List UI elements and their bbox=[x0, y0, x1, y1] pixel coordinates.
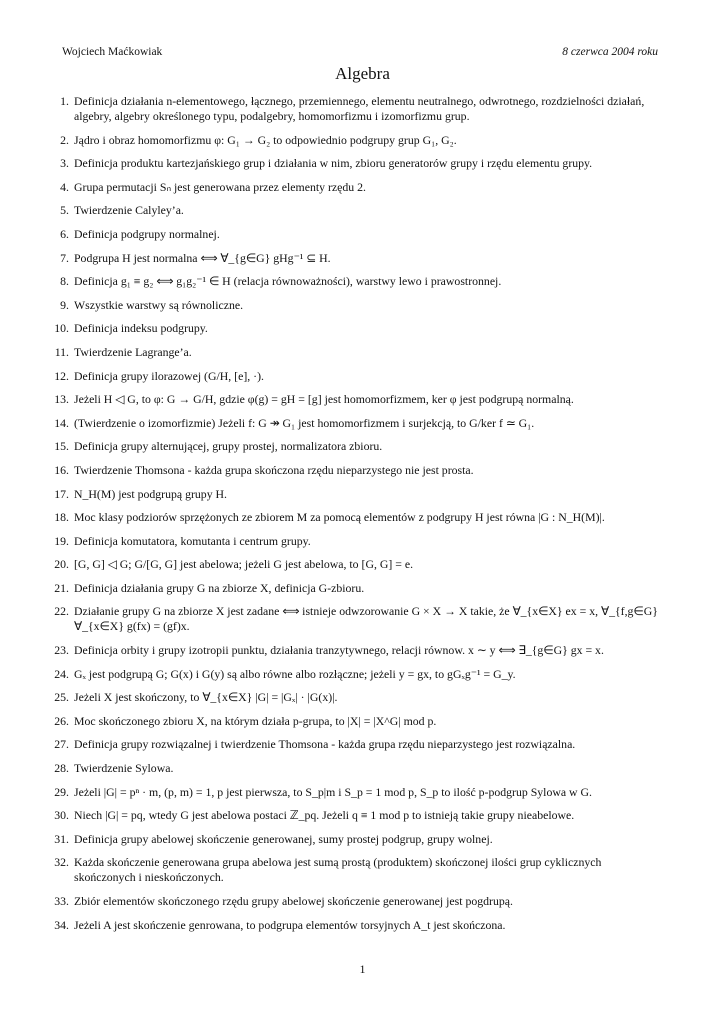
item-number: 25. bbox=[54, 690, 69, 705]
item-number: 10. bbox=[54, 321, 69, 336]
item-number: 24. bbox=[54, 666, 69, 681]
list-item bbox=[45, 487, 665, 502]
list-item bbox=[45, 808, 665, 823]
item-text: Działanie grupy G na zbiorze X jest zadane ⟺ istnieje odwzorowanie G × X → X takie, że ∀_{x∈X} ex = x, ∀_{f,g∈G} ∀_{x∈X} g(fx) = (gf)x. bbox=[74, 604, 658, 634]
page-number: 1 bbox=[359, 962, 366, 976]
list-item bbox=[45, 227, 665, 242]
item-text: Wszystkie warstwy są równoliczne. bbox=[74, 297, 244, 312]
item-number: 21. bbox=[54, 580, 69, 595]
item-text: Każda skończenie generowana grupa abelowa jest sumą prostą (produktem) skończonej ilości grup cyklicznych skończonych i nieskończonych. bbox=[74, 855, 602, 885]
list-item bbox=[45, 643, 665, 658]
list-item bbox=[45, 392, 665, 407]
list-item bbox=[45, 604, 665, 634]
document-date: 8 czerwca 2004 roku bbox=[562, 46, 658, 58]
item-text: Zbiór elementów skończonego rzędu grupy abelowej skończenie generowanej jest pogdrupą. bbox=[74, 894, 513, 908]
list-item bbox=[45, 94, 665, 124]
list-item bbox=[45, 369, 665, 384]
item-text: Twierdzenie Calyley’a. bbox=[74, 203, 184, 218]
list-item bbox=[45, 203, 665, 218]
list-item bbox=[45, 714, 665, 729]
list-item bbox=[45, 581, 665, 596]
list-item bbox=[45, 667, 665, 682]
item-number: 12. bbox=[54, 368, 69, 383]
item-number: 19. bbox=[54, 533, 69, 548]
list-item bbox=[45, 855, 665, 885]
list-item bbox=[45, 557, 665, 572]
item-text: Definicja orbity i grupy izotropii punktu, działania tranzytywnego, relacji równow. x ∼ y ⟺ ∃_{g∈G} gx = x. bbox=[74, 643, 604, 658]
list-item bbox=[45, 737, 665, 752]
item-number: 3. bbox=[60, 156, 69, 171]
item-number: 13. bbox=[54, 392, 69, 407]
item-text: Podgrupa H jest normalna ⟺ ∀_{g∈G} gHg⁻¹ ⊆ H. bbox=[74, 250, 331, 265]
list-item bbox=[45, 832, 665, 847]
item-text: Twierdzenie Sylowa. bbox=[74, 761, 174, 776]
item-number: 16. bbox=[54, 462, 69, 477]
item-text: Niech |G| = pq, wtedy G jest abelowa postaci ℤ_pq. Jeżeli q ≡ 1 mod p to istnieją takie grupy nieabelowe. bbox=[74, 808, 575, 823]
list-item bbox=[45, 133, 665, 148]
author-name: Wojciech Maćkowiak bbox=[62, 46, 163, 58]
item-number: 15. bbox=[54, 439, 69, 454]
list-item bbox=[45, 894, 665, 909]
item-number: 34. bbox=[54, 917, 69, 932]
item-text: Moc klasy podziorów sprzężonych ze zbiorem M za pomocą elementów z podgrupy H jest równa |G : N_H(M)|. bbox=[74, 510, 605, 525]
list-item bbox=[45, 345, 665, 360]
item-text: Definicja indeksu podgrupy. bbox=[74, 321, 208, 336]
list-item bbox=[45, 690, 665, 705]
list-item bbox=[45, 510, 665, 525]
topic-list bbox=[45, 94, 665, 941]
item-text: Grupa permutacji Sₙ jest generowana przez elementy rzędu 2. bbox=[74, 179, 366, 194]
item-text: Jeżeli X jest skończony, to ∀_{x∈X} |G| = |Gₓ| · |G(x)|. bbox=[74, 690, 338, 705]
list-item bbox=[45, 274, 665, 289]
list-item bbox=[45, 298, 665, 313]
item-text: Definicja działania grupy G na zbiorze X, definicja G-zbioru. bbox=[74, 580, 365, 595]
item-number: 6. bbox=[60, 226, 69, 241]
item-number: 33. bbox=[54, 894, 69, 908]
list-item bbox=[45, 463, 665, 478]
list-item bbox=[45, 785, 665, 800]
item-text: Definicja działania n-elementowego, łącznego, przemiennego, elementu neutralnego, odwrotnego, rozdzielności działań, algebry, algebry określonego typu, podalgebry, homomorfizmu i izomorfizmu grup. bbox=[74, 94, 645, 123]
list-item bbox=[45, 180, 665, 195]
list-item bbox=[45, 251, 665, 266]
item-number: 31. bbox=[54, 831, 69, 846]
item-number: 2. bbox=[60, 132, 69, 147]
item-number: 23. bbox=[54, 643, 69, 658]
item-text: Jeżeli H ◁ G, to φ: G → G/H, gdzie φ(g) = gH = [g] jest homomorfizmem, ker φ jest podgrupą normalną. bbox=[74, 392, 574, 407]
item-text: Jeżeli |G| = pⁿ · m, (p, m) = 1, p jest pierwsza, to S_p|m i S_p = 1 mod p, S_p to ilość p-podgrup Sylowa w G. bbox=[74, 784, 592, 799]
item-text: Gₓ jest podgrupą G; G(x) i G(y) są albo równe albo rozłączne; jeżeli y = gx, to gGₓg⁻¹ = G_y. bbox=[74, 666, 516, 681]
item-number: 8. bbox=[60, 274, 69, 289]
item-number: 32. bbox=[54, 855, 69, 870]
list-item bbox=[45, 761, 665, 776]
page-title: Algebra bbox=[335, 64, 390, 83]
item-number: 11. bbox=[54, 344, 69, 359]
item-number: 29. bbox=[54, 784, 69, 799]
item-number: 14. bbox=[54, 415, 69, 430]
item-number: 5. bbox=[60, 203, 69, 218]
item-text: Definicja komutatora, komutanta i centrum grupy. bbox=[74, 533, 311, 548]
list-item bbox=[45, 321, 665, 336]
item-text: Jeżeli A jest skończenie genrowana, to podgrupa elementów torsyjnych A_t jest skończona. bbox=[74, 917, 506, 932]
item-text: Definicja grupy alternującej, grupy prostej, normalizatora zbioru. bbox=[74, 439, 383, 454]
item-number: 7. bbox=[60, 250, 69, 265]
item-text: (Twierdzenie o izomorfizmie) Jeżeli f: G ↠ G₁ jest homomorfizmem i surjekcją, to G/ker f ≃ G₁. bbox=[74, 415, 535, 430]
item-text: Jądro i obraz homomorfizmu φ: G₁ → G₂ to odpowiednio podgrupy grup G₁, G₂. bbox=[74, 132, 457, 147]
item-number: 28. bbox=[54, 761, 69, 776]
item-text: Definicja produktu kartezjańskiego grup i działania w nim, zbioru generatorów grupy i rzędu elementu grupy. bbox=[74, 156, 593, 171]
item-number: 1. bbox=[60, 94, 69, 108]
list-item bbox=[45, 416, 665, 431]
item-number: 20. bbox=[54, 557, 69, 572]
item-number: 18. bbox=[54, 510, 69, 525]
item-number: 22. bbox=[54, 604, 69, 619]
item-text: Definicja grupy rozwiązalnej i twierdzenie Thomsona - każda grupa rzędu nieparzystego jest rozwiązalna. bbox=[74, 737, 576, 752]
item-number: 17. bbox=[54, 486, 69, 501]
list-item bbox=[45, 534, 665, 549]
item-number: 4. bbox=[60, 179, 69, 194]
item-text: Definicja grupy abelowej skończenie generowanej, sumy prostej podgrup, grupy wolnej. bbox=[74, 831, 493, 846]
list-item bbox=[45, 439, 665, 454]
item-number: 27. bbox=[54, 737, 69, 752]
list-item bbox=[45, 156, 665, 171]
list-item bbox=[45, 918, 665, 933]
item-number: 9. bbox=[60, 297, 69, 312]
item-text: Twierdzenie Lagrange’a. bbox=[74, 344, 192, 359]
item-text: Definicja grupy ilorazowej (G/H, [e], ·). bbox=[74, 368, 264, 383]
item-text: Definicja g₁ ≡ g₂ ⟺ g₁g₂⁻¹ ∈ H (relacja równoważności), warstwy lewo i prawostronnej. bbox=[74, 274, 502, 289]
item-number: 30. bbox=[54, 808, 69, 823]
item-number: 26. bbox=[54, 713, 69, 728]
item-text: N_H(M) jest podgrupą grupy H. bbox=[74, 486, 228, 501]
item-text: Moc skończonego zbioru X, na którym działa p-grupa, to |X| = |X^G| mod p. bbox=[74, 713, 437, 728]
item-text: [G, G] ◁ G; G/[G, G] jest abelowa; jeżeli G jest abelowa, to [G, G] = e. bbox=[74, 557, 414, 572]
item-text: Twierdzenie Thomsona - każda grupa skończona rzędu nieparzystego nie jest prosta. bbox=[74, 462, 474, 477]
item-text: Definicja podgrupy normalnej. bbox=[74, 226, 220, 241]
